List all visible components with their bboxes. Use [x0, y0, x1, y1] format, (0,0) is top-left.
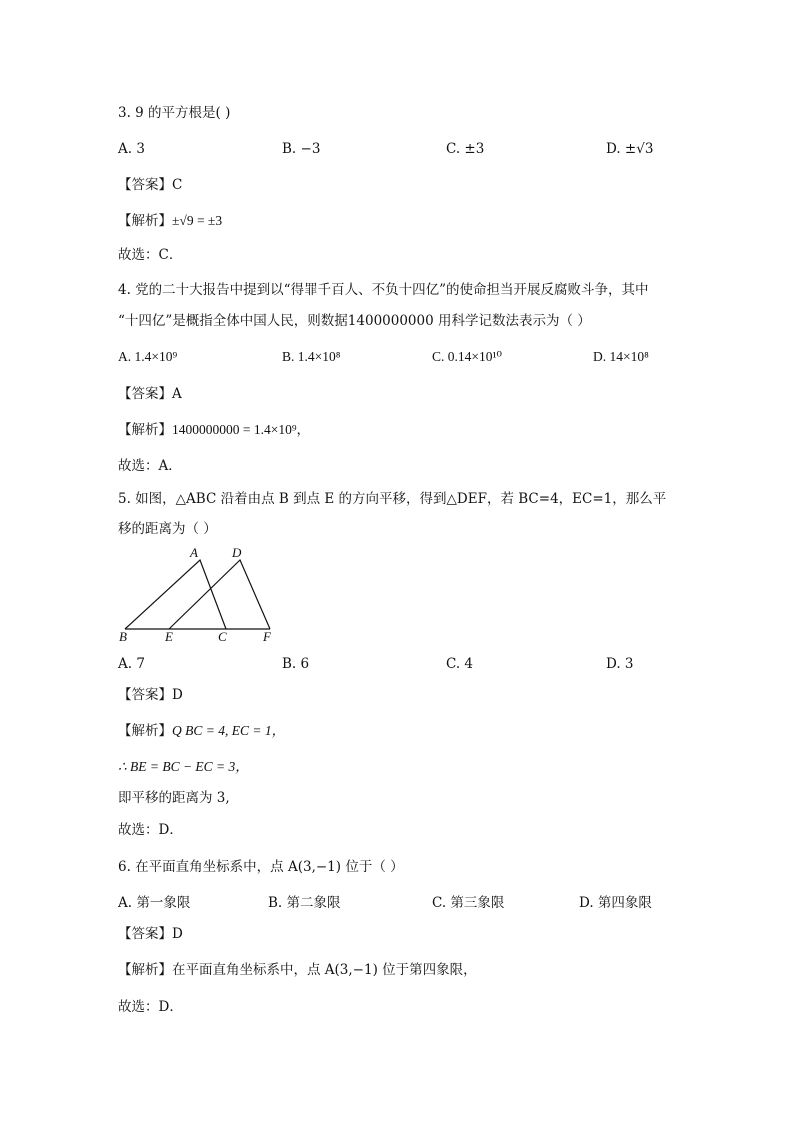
q4-stem-line1: 4. 党的二十大报告中提到以“得罪千百人、不负十四亿”的使命担当开展反腐败斗争，其中	[118, 282, 649, 298]
triangle-abc	[125, 560, 226, 629]
q3-conclusion: 故选：C．	[118, 247, 183, 263]
q6-option-d: D. 第四象限	[579, 895, 652, 911]
translation-triangle-figure	[116, 540, 286, 648]
q4-answer: 【答案】A	[118, 386, 182, 402]
q5-option-c: C. 4	[446, 656, 474, 672]
q4-analysis-label: 【解析】	[118, 422, 172, 438]
label-a: A	[190, 545, 198, 560]
q4-option-b: B. 1.4×10⁸	[282, 349, 341, 364]
q6-analysis	[118, 961, 477, 979]
q4-analysis	[118, 421, 310, 439]
q6-analysis-label: 【解析】	[118, 962, 172, 978]
label-d: D	[232, 545, 242, 560]
triangle-def	[169, 560, 270, 629]
q6-analysis-text: 在平面直角坐标系中，点 A(3,−1) 位于第四象限，	[172, 962, 477, 978]
q4-stem-line2: “十四亿”是概指全体中国人民，则数据1400000000 用科学记数法表示为（ ）	[118, 313, 591, 329]
q5-answer: 【答案】D	[118, 687, 183, 703]
q5-stem-line1: 5. 如图，△ABC 沿着由点 B 到点 E 的方向平移，得到△DEF，若 BC=4，EC=1，那么平	[118, 491, 667, 507]
q3-analysis-label: 【解析】	[118, 213, 172, 229]
q6-conclusion: 故选：D．	[118, 999, 183, 1015]
q6-option-c: C. 第三象限	[432, 895, 505, 911]
q3-answer: 【答案】C	[118, 177, 183, 193]
q6-stem: 6. 在平面直角坐标系中，点 A(3,−1) 位于（ ）	[118, 859, 404, 875]
q3-option-a: A. 3	[118, 141, 145, 157]
q3-option-d: D. ±√3	[606, 141, 654, 157]
q5-option-d: D. 3	[606, 656, 634, 672]
q4-conclusion: 故选：A．	[118, 458, 182, 474]
label-e: E	[165, 629, 173, 644]
q4-option-d: D. 14×10⁸	[593, 349, 649, 364]
q6-option-a: A. 第一象限	[118, 895, 191, 911]
q3-option-b: B. −3	[282, 141, 321, 157]
q4-option-c: C. 0.14×10¹⁰	[432, 349, 502, 364]
q4-option-a: A. 1.4×10⁹	[118, 349, 178, 364]
q5-analysis	[118, 722, 285, 740]
q5-analysis-line3: 即平移的距离为 3,	[118, 790, 230, 806]
q3-option-c: C. ±3	[446, 141, 485, 157]
q5-analysis-line2: ∴ BE = BC − EC = 3，	[118, 759, 249, 774]
q5-conclusion: 故选：D．	[118, 822, 183, 838]
q6-answer: 【答案】D	[118, 926, 183, 942]
q6-option-b: B. 第二象限	[268, 895, 341, 911]
q5-option-b: B. 6	[282, 656, 310, 672]
q3-stem: 3. 9 的平方根是( )	[118, 105, 231, 121]
q4-analysis-expr: 1400000000 = 1.4×10⁹，	[172, 422, 311, 437]
q5-analysis-label: 【解析】	[118, 723, 172, 739]
q5-analysis-line1: Q BC = 4, EC = 1，	[172, 723, 286, 738]
q5-option-a: A. 7	[118, 656, 145, 672]
label-b: B	[119, 629, 127, 644]
q3-analysis	[118, 212, 222, 230]
label-c: C	[218, 629, 227, 644]
label-f: F	[263, 629, 271, 644]
q3-analysis-expr: ±√9 = ±3	[172, 213, 223, 228]
q5-stem-line2: 移的距离为（ ）	[118, 521, 217, 537]
